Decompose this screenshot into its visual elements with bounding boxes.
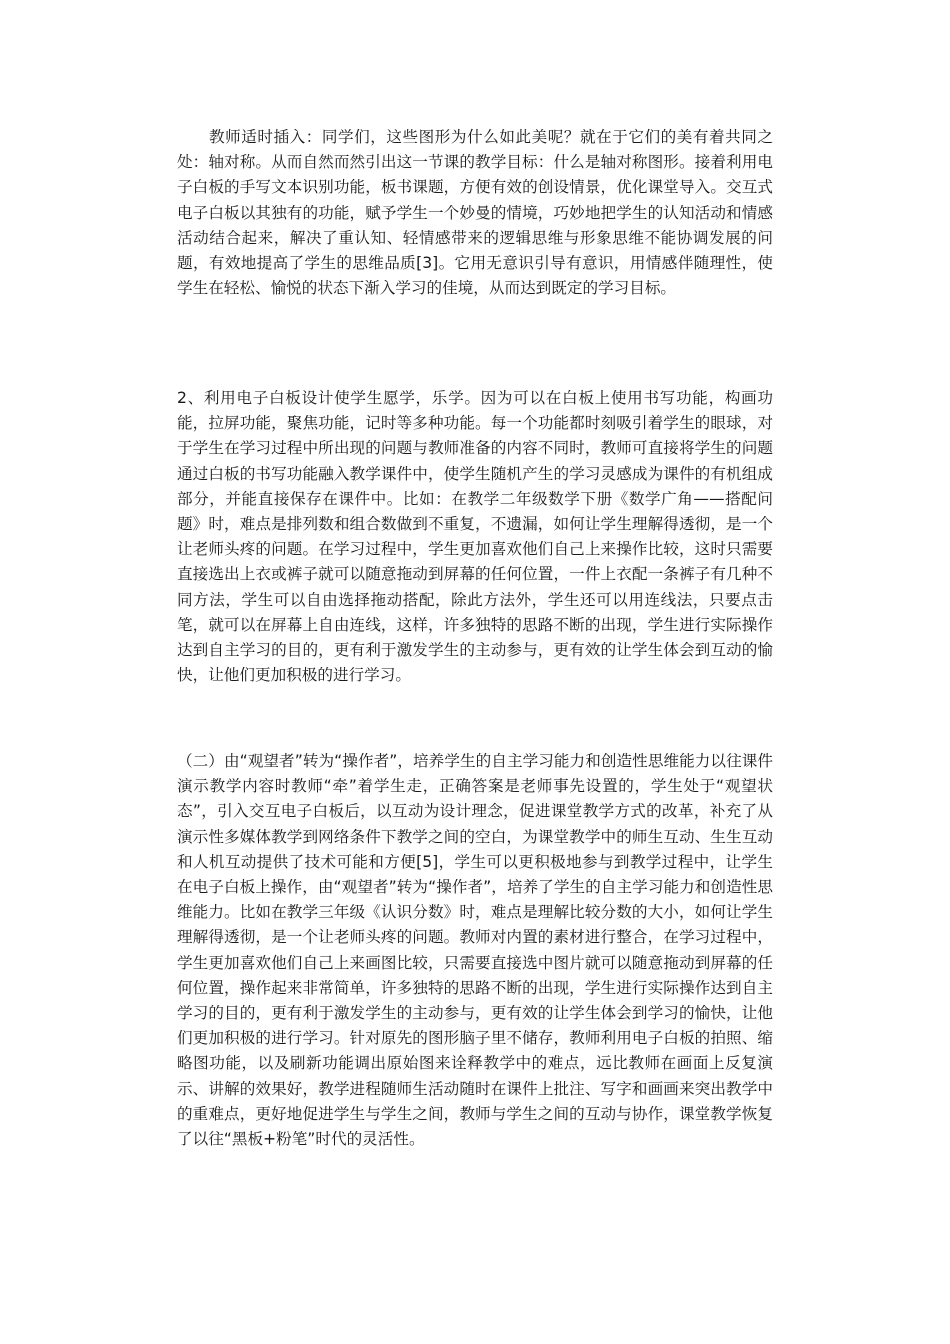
paragraph-intro: 教师适时插入：同学们，这些图形为什么如此美呢？就在于它们的美有着共同之处：轴对称。从而自然而然引出这一节课的教学目标：什么是轴对称图形。接着利用电子白板的手写文本识别功能，板书课题，方便有效的创设情景，优化课堂导入。交互式电子白板以其独有的功能，赋予学生一个妙曼的情境，巧妙地把学生的认知活动和情感活动结合起来，解决了重认知、轻情感带来的逻辑思维与形象思维不能协调发展的问题，有效地提高了学生的思维品质[3]。它用无意识引导有意识，用情感伴随理性，使学生在轻松、愉悦的状态下渐入学习的佳境，从而达到既定的学习目标。 <box>177 128 773 298</box>
paragraph-section-two: （二）由“观望者”转为“操作者”，培养学生的自主学习能力和创造性思维能力以往课件演示教学内容时教师“牵”着学生走，正确答案是老师事先设置的，学生处于“观望状态”，引入交互电子白板后，以互动为设计理念，促进课堂教学方式的改革，补充了从演示性多媒体教学到网络条件下教学之间的空白，为课堂教学中的师生互动、生生互动和人机互动提供了技术可能和方便[5]，学生可以更积极地参与到教学过程中，让学生在电子白板上操作，由“观望者”转为“操作者”，培养了学生的自主学习能力和创造性思维能力。比如在教学三年级《认识分数》时，难点是理解比较分数的大小，如何让学生理解得透彻，是一个让老师头疼的问题。教师对内置的素材进行整合，在学习过程中，学生更加喜欢他们自己上来画图比较，只需要直接选中图片就可以随意拖动到屏幕的任何位置，操作起来非常简单，许多独特的思路不断的出现，学生进行实际操作达到自主学习的目的，更有利于激发学生的主动参与，更有效的让学生体会到学习的愉快，让他们更加积极的进行学习。针对原先的图形脑子里不储存，教师利用电子白板的拍照、缩略图功能，以及刷新功能调出原始图来诠释教学中的难点，远比教师在画面上反复演示、讲解的效果好，教学进程随师生活动随时在课件上批注、写字和画画来突出教学中的重难点，更好地促进学生与学生之间，教师与学生之间的互动与协作，课堂教学恢复了以往“黑板+粉笔”时代的灵活性。 <box>177 752 773 1149</box>
paragraph-section-2: 2、利用电子白板设计使学生愿学，乐学。因为可以在白板上使用书写功能，构画功能，拉屏功能，聚焦功能，记时等多种功能。每一个功能都时刻吸引着学生的眼球，对于学生在学习过程中所出现的问题与教师准备的内容不同时，教师可直接将学生的问题通过白板的书写功能融入教学课件中，使学生随机产生的学习灵感成为课件的有机组成部分，并能直接保存在课件中。比如：在教学二年级数学下册《数学广角——搭配问题》时，难点是排列数和组合数做到不重复，不遗漏，如何让学生理解得透彻，是一个让老师头疼的问题。在学习过程中，学生更加喜欢他们自己上来操作比较，这时只需要直接选出上衣或裤子就可以随意拖动到屏幕的任何位置，一件上衣配一条裤子有几种不同方法，学生可以自由选择拖动搭配，除此方法外，学生还可以用连线法，只要点击笔，就可以在屏幕上自由连线，这样，许多独特的思路不断的出现，学生进行实际操作达到自主学习的目的，更有利于激发学生的主动参与，更有效的让学生体会到互动的愉快，让他们更加积极的进行学习。 <box>177 389 773 685</box>
